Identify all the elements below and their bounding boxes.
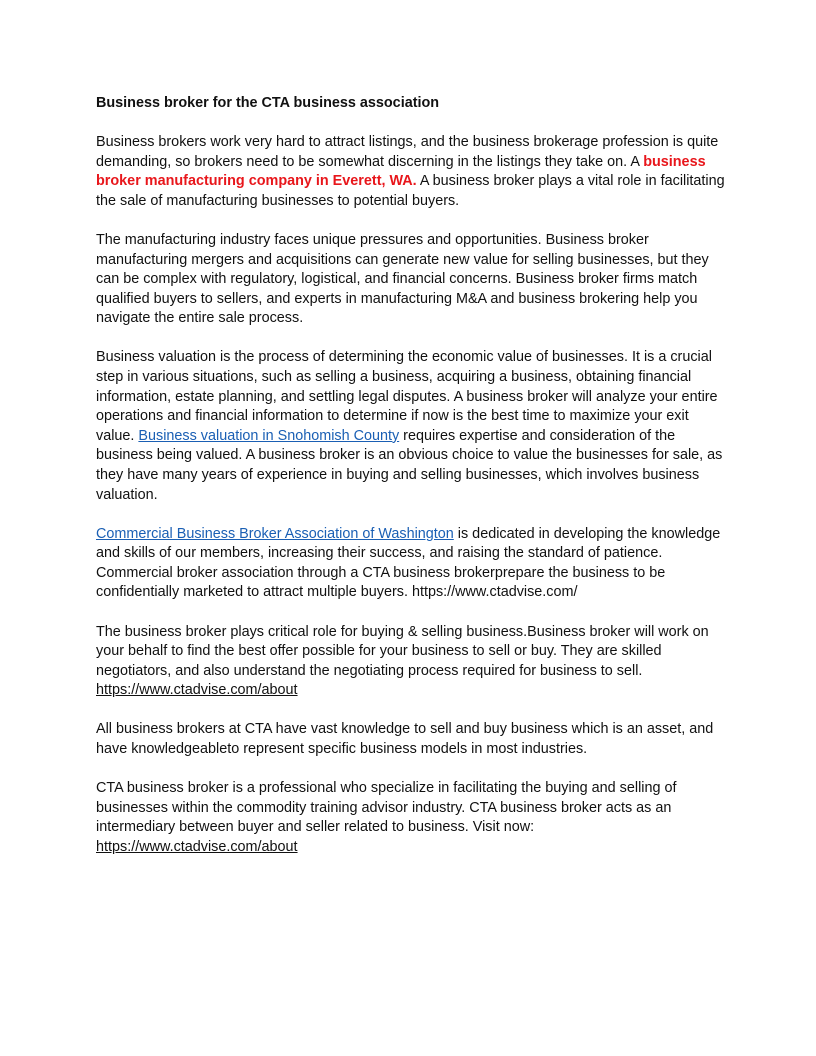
paragraph-valuation-text-2: requires expertise and consideration of the business being valued. A business broker is an obvious choice to value the businesses for sale, as they have many years of experience in buying and selling businesses, which involves business valuation. xyxy=(96,427,723,503)
document-page xyxy=(96,94,726,877)
paragraph-intro-text-2: A business broker plays a vital role in facilitating the sale of manufacturing businesses to potential buyers. xyxy=(96,173,725,209)
paragraph-professional-text: CTA business broker is a professional who specialize in facilitating the buying and selling of businesses within the commodity training advisor industry. CTA business broker acts as an intermediary between buyer and seller related to business. Visit now: xyxy=(96,780,677,836)
paragraph-professional xyxy=(96,779,726,857)
paragraph-role-text: The business broker plays critical role for buying & selling business.Business broker will work on your behalf to find the best offer possible for your business to sell or buy. They are skilled negotiators, and also understand the negotiating process required for business to sell. xyxy=(96,623,709,679)
about-link-1[interactable]: https://www.ctadvise.com/about xyxy=(96,682,298,699)
paragraph-knowledge: All business brokers at CTA have vast knowledge to sell and buy business which is an asset, and have knowledgeableto represent specific business models in most industries. xyxy=(96,721,714,758)
association-link[interactable]: Commercial Business Broker Association of Washington xyxy=(96,525,454,542)
paragraph-role xyxy=(96,623,726,701)
snohomish-valuation-link[interactable]: Business valuation in Snohomish County xyxy=(138,427,400,444)
document-title: Business broker for the CTA business association xyxy=(96,95,440,111)
paragraph-intro xyxy=(96,133,726,211)
paragraph-association xyxy=(96,525,726,603)
paragraph-manufacturing: The manufacturing industry faces unique pressures and opportunities. Business broker manufacturing mergers and acquisitions can generate new value for selling businesses, but they can be complex with regulatory, logistical, and financial concerns. Business broker firms match qualified buyers to sellers, and experts in manufacturing M&A and business brokering help you navigate the entire sale process. xyxy=(96,231,709,327)
about-link-2[interactable]: https://www.ctadvise.com/about xyxy=(96,838,298,855)
paragraph-association-text: is dedicated in developing the knowledge and skills of our members, increasing their success, and raising the standard of patience. Commercial broker association through a CTA business brokerprepare the business to be confidentially marketed to attract multiple buyers. https://www.ctadvise.com/ xyxy=(96,525,721,601)
paragraph-intro-text-1: Business brokers work very hard to attract listings, and the business brokerage profession is quite demanding, so brokers need to be somewhat discerning in the listings they take on. A xyxy=(96,134,719,170)
paragraph-valuation-text-1: Business valuation is the process of determining the economic value of businesses. It is a crucial step in various situations, such as selling a business, acquiring a business, obtaining financial information, estate planning, and settling legal disputes. A business broker will analyze your entire operations and financial information to determine if now is the best time to maximize your exit value. xyxy=(96,349,718,444)
paragraph-valuation xyxy=(96,348,726,505)
manufacturing-company-highlight: business broker manufacturing company in Everett, WA. xyxy=(96,153,706,190)
